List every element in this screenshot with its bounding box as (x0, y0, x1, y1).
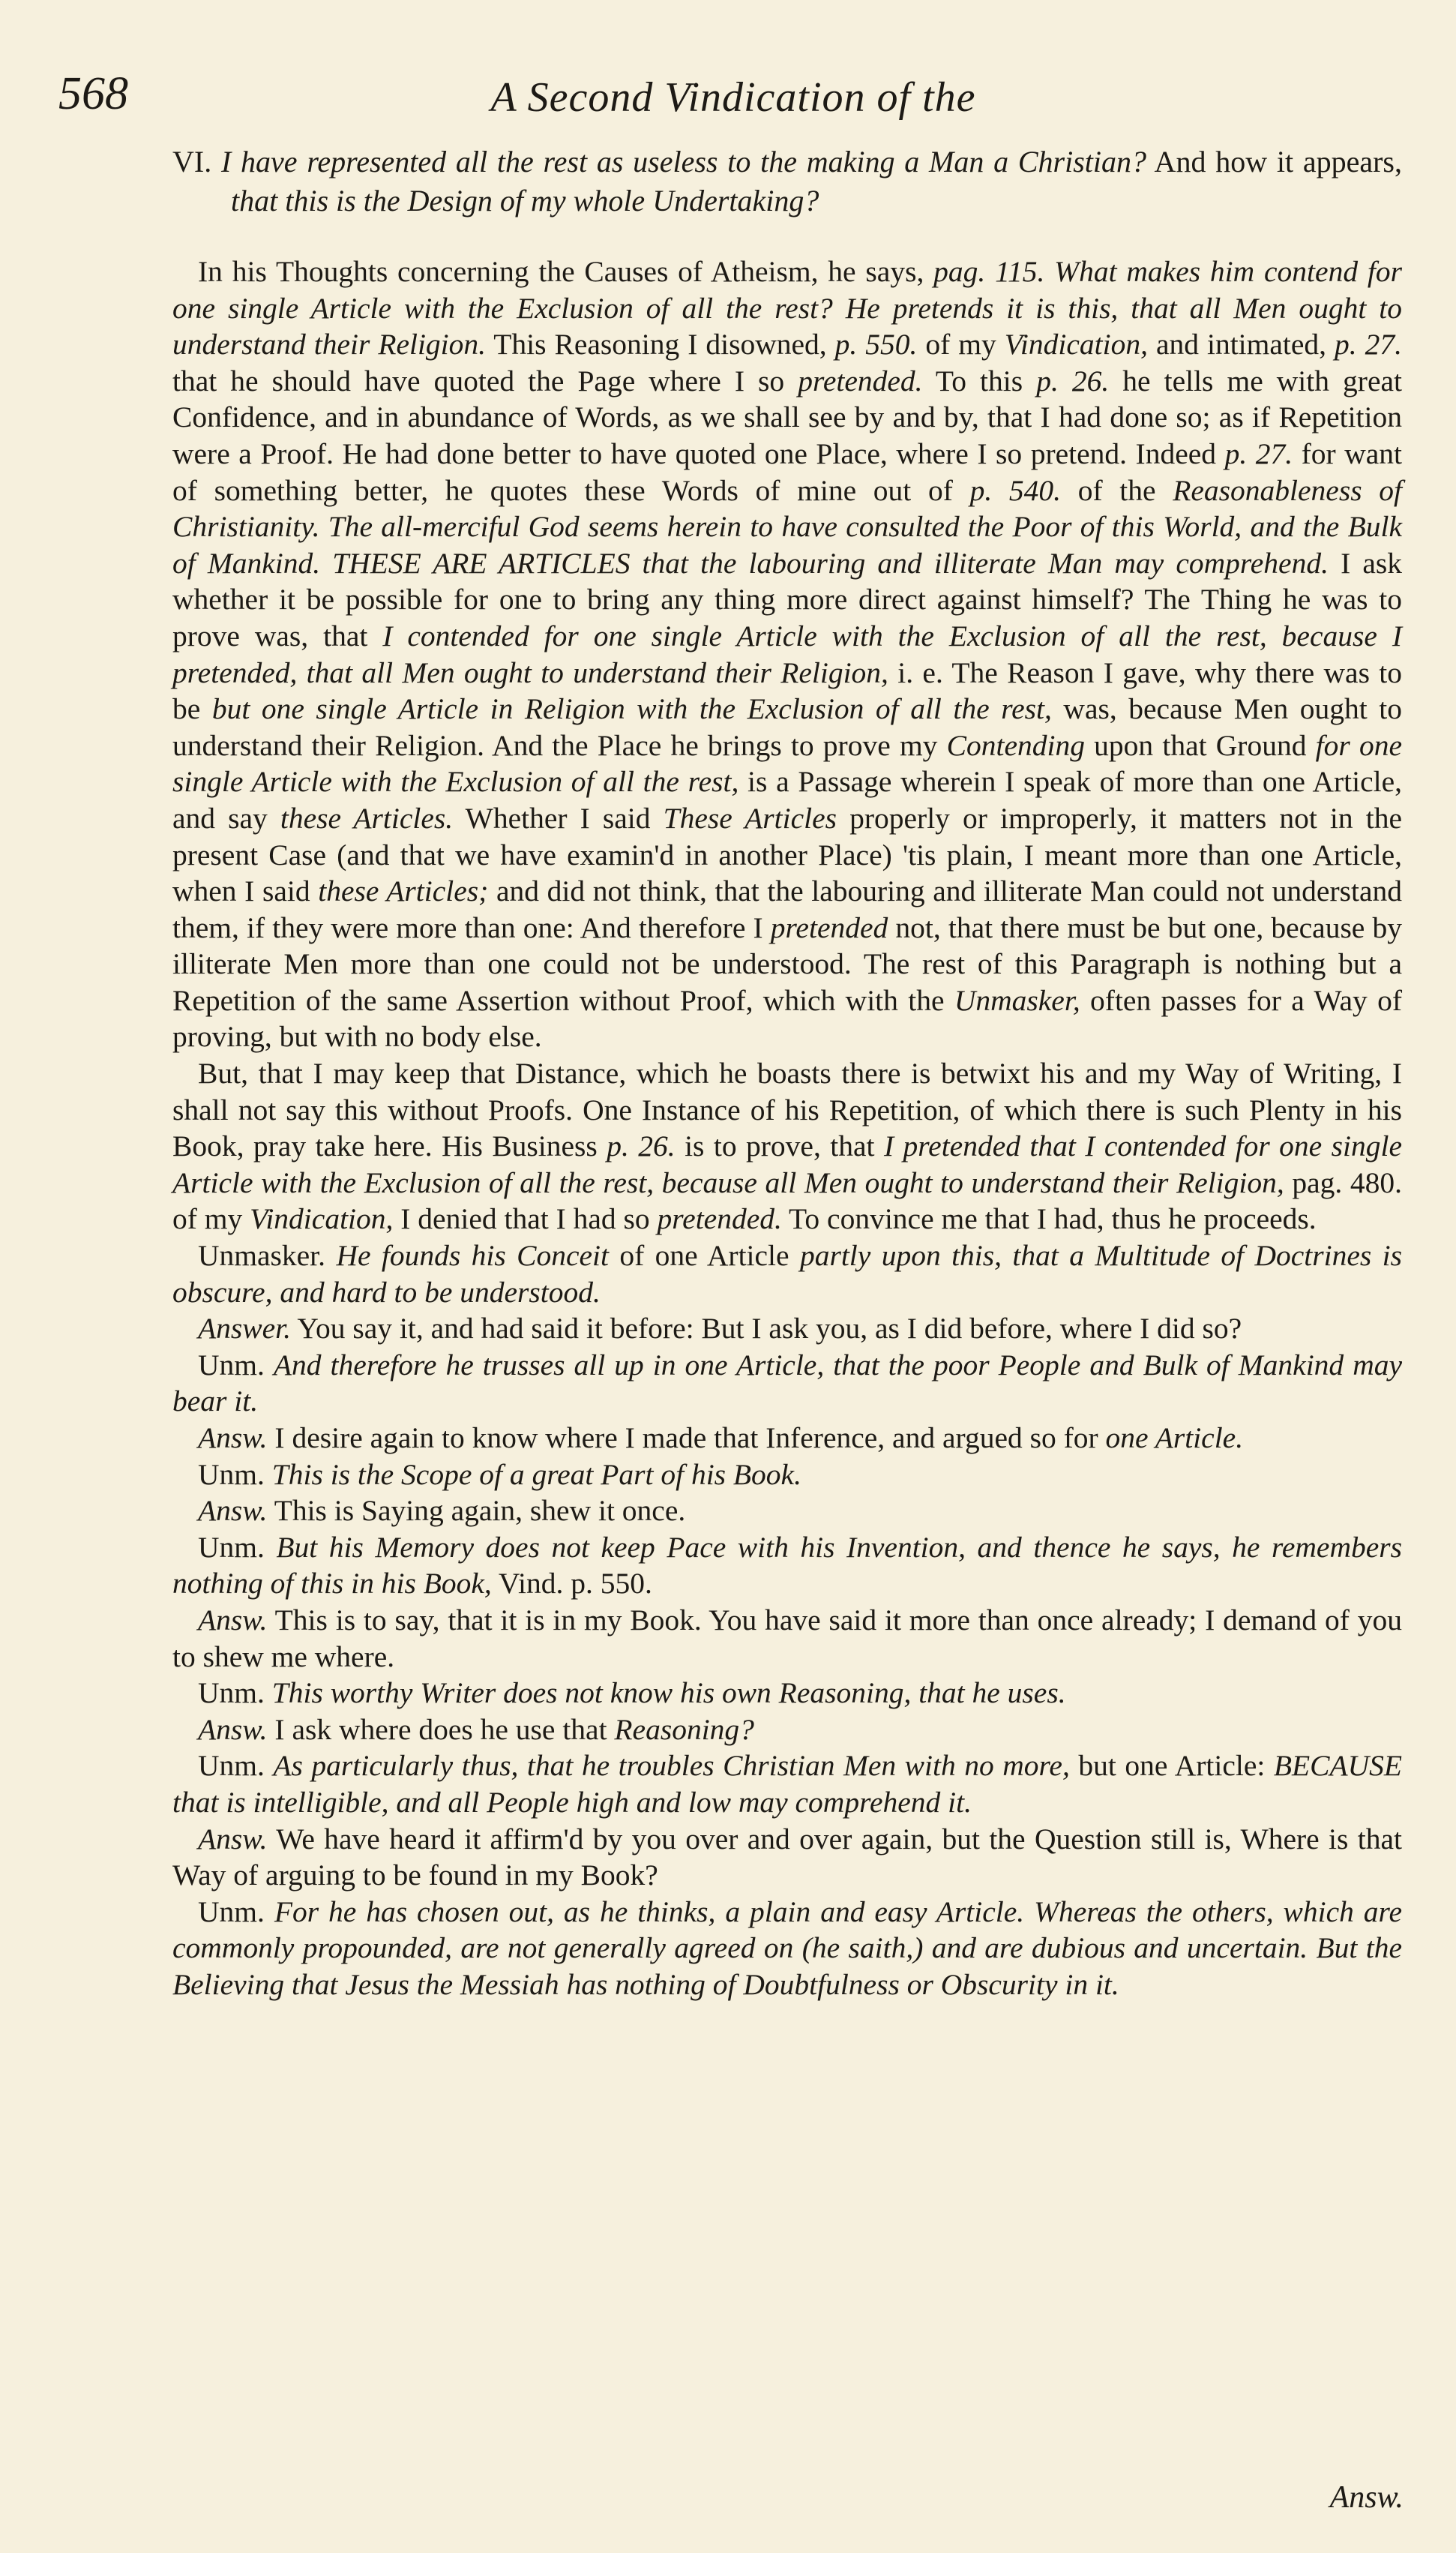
italic-text-run: but one single Article in Religion with the Exclusion of all the rest, (211, 692, 1052, 726)
text-run: and intimated, (1147, 328, 1335, 362)
text-run: But, that I may keep that Distance, which he boasts there is betwixt his and my Way of Writing, I shall not say this without Proofs. One Instance of his Repetition, of which there is such Plenty in his Book, pray take here. His Business (172, 1057, 1402, 1163)
text-run: Whether I said (453, 801, 664, 835)
italic-text-run: p. 26. (607, 1130, 676, 1163)
italic-text-run: pretended. (657, 1202, 782, 1236)
page-number: 568 (58, 68, 128, 119)
dialogue-exchange (172, 1420, 1402, 1456)
text-run: Unm. (198, 1530, 277, 1564)
text-run: pag. 480. of my (172, 1166, 1402, 1236)
page-header (58, 68, 1408, 135)
text-run: he tells me with great Confidence, and in abundance of Words, as we shall see by and by, that I had done so; as if Repetition were a Proof. He had done better to have quoted one Place, where I so pretend. Indeed (172, 364, 1402, 470)
catchword: Answ. (1329, 2480, 1404, 2515)
italic-text-run: Reasonableness of Christianity. The all-merciful God seems herein to have consulted the Poor of this World, and the Bulk of Mankind. THESE ARE ARTICLES that the labouring and illiterate Man may comprehend. (172, 473, 1402, 580)
text-run: Unmasker. (198, 1239, 337, 1273)
text-run: Unm. (198, 1749, 274, 1783)
italic-text-run: Vindication, (1004, 328, 1148, 362)
text-run: To this (922, 364, 1037, 398)
italic-text-run: Contending (946, 728, 1085, 762)
dialogue-exchange (172, 1748, 1402, 1820)
dialogue-exchange (172, 1712, 1402, 1748)
section-heading-vi (172, 142, 1402, 220)
italic-text-run: p. 540. (969, 473, 1062, 507)
dialogue-exchange (172, 1894, 1402, 2003)
italic-text-run: BECAUSE that is intelligible, and all People high and low may comprehend it. (172, 1749, 1403, 1819)
text-run: and did not think, that the labouring and illiterate Man could not understand them, if they were more than one: And therefore I (172, 874, 1402, 944)
text-run: often passes for a Way of proving, but with no body else. (172, 983, 1402, 1054)
italic-text-run: This worthy Writer does not know his own Reasoning, that he uses. (271, 1676, 1066, 1710)
italic-text-run: Vindication, (250, 1202, 394, 1236)
text-run: i. e. The Reason I gave, why there was to be (172, 656, 1402, 726)
body-paragraph (172, 254, 1402, 1055)
italic-text-run: I pretended that I contended for one single Article with the Exclusion of all the rest, because all Men ought to understand their Religion, (172, 1130, 1402, 1199)
italic-text-run: pag. 115. What makes him contend for one single Article with the Exclusion of all the rest? He pretends it is this, that all Men ought to understand their Religion. (172, 255, 1402, 362)
text-run: VI. (172, 145, 221, 178)
italic-text-run: Answ. (198, 1822, 268, 1856)
dialogue-exchange (172, 1675, 1402, 1712)
text-run: I ask whether it be possible for one to bring any thing more direct against himself? The Thing he was to prove was, that (172, 546, 1402, 652)
italic-text-run: these Articles; (318, 874, 489, 908)
text-run: but one Article: (1069, 1749, 1274, 1783)
italic-text-run: that this is the Design of my whole Undertaking? (231, 184, 819, 218)
running-title: A Second Vindication of the (490, 74, 976, 121)
dialogue-exchange (172, 1602, 1402, 1675)
dialogue-exchanges (172, 1238, 1402, 2002)
italic-text-run: This is the Scope of a great Part of his Book. (271, 1457, 801, 1491)
italic-text-run: For he has chosen out, as he thinks, a plain and easy Article. Whereas the others, which are commonly propounded, are not generally agreed on (he saith,) and are dubious and uncertain. But the Believing that Jesus the Messiah has nothing of Doubtfulness or Obscurity in it. (172, 1894, 1402, 2001)
text-run: And how it appears, (1146, 145, 1402, 178)
body-paragraphs (172, 254, 1402, 1238)
text-run: Vind. p. 550. (491, 1567, 652, 1600)
italic-text-run: Reasoning? (614, 1712, 754, 1746)
italic-text-run: Unmasker, (954, 983, 1080, 1017)
italic-text-run: I have represented all the rest as useless to the making a Man a Christian? (220, 145, 1146, 178)
italic-text-run: But his Memory does not keep Pace with his Invention, and thence he says, he remembers nothing of this in his Book, (172, 1530, 1403, 1600)
text-run: To convince me that I had, thus he proceeds. (781, 1202, 1317, 1236)
italic-text-run: for one single Article with the Exclusion of all the rest, (172, 728, 1402, 799)
italic-text-run: pretended. (798, 364, 923, 398)
text-run: This is Saying again, shew it once. (267, 1494, 686, 1528)
text-run: not, that there must be but one, because by illiterate Men more than one could not be understood. The rest of this Paragraph is nothing but a Repetition of the same Assertion without Proof, which with the (172, 910, 1402, 1017)
italic-text-run: As particularly thus, that he troubles Christian Men with no more, (273, 1749, 1070, 1783)
dialogue-exchange (172, 1456, 1402, 1493)
italic-text-run: p. 550. (834, 328, 918, 362)
text-run: was, because Men ought to understand their Religion. And the Place he brings to prove my (172, 692, 1402, 762)
italic-text-run: p. 26. (1036, 364, 1110, 398)
italic-text-run: one Article. (1105, 1421, 1244, 1454)
dialogue-exchange (172, 1310, 1402, 1347)
text-run: upon that Ground (1084, 728, 1316, 762)
text-run: is a Passage wherein I speak of more than one Article, and say (172, 765, 1402, 835)
text-run: Unm. (198, 1348, 274, 1382)
italic-text-run: He founds his Conceit (336, 1239, 609, 1273)
italic-text-run: I contended for one single Article with the Exclusion of all the rest, because I pretended, that all Men ought to understand their Religion, (172, 619, 1402, 689)
text-run: This is to say, that it is in my Book. You have said it more than once already; I demand of you to shew me where. (172, 1603, 1402, 1673)
text-run: I ask where does he use that (267, 1712, 615, 1746)
italic-text-run: pretended (770, 910, 888, 944)
italic-text-run: Answ. (198, 1603, 268, 1636)
italic-text-run: p. 27. (1224, 436, 1293, 470)
dialogue-exchange (172, 1238, 1402, 1310)
dialogue-exchange (172, 1347, 1402, 1420)
text-run: In his Thoughts concerning the Causes of Atheism, he says, (198, 255, 934, 288)
italic-text-run: These Articles (663, 801, 837, 835)
text-run: I desire again to know where I made that Inference, and argued so for (267, 1421, 1106, 1454)
text-run: that he should have quoted the Page where I so (172, 364, 798, 398)
text-run: of my (917, 328, 1005, 362)
text-run: Unm. (198, 1457, 272, 1491)
text-run: of the (1061, 473, 1173, 507)
text-run: We have heard it affirm'd by you over and over again, but the Question still is, Where is that Way of arguing to be found in my Book? (172, 1822, 1402, 1892)
italic-text-run: these Articles. (280, 801, 454, 835)
text-run: is to prove, that (675, 1130, 884, 1163)
italic-text-run: Answ. (198, 1712, 268, 1746)
text-run: of one Article (608, 1239, 800, 1273)
text-run: Unm. (198, 1894, 274, 1928)
text-run: You say it, and had said it before: But I ask you, as I did before, where I did so? (291, 1312, 1242, 1346)
italic-text-run: p. 27. (1335, 328, 1403, 362)
dialogue-exchange (172, 1492, 1402, 1529)
text-run: I denied that I had so (393, 1202, 658, 1236)
italic-text-run: Answ. (198, 1494, 268, 1528)
text-run: for want of something better, he quotes these Words of mine out of (172, 436, 1403, 507)
dialogue-exchange (172, 1821, 1402, 1894)
italic-text-run: partly upon this, that a Multitude of Doctrines is obscure, and hard to be understood. (172, 1239, 1402, 1309)
text-run: Unm. (198, 1676, 272, 1710)
italic-text-run: Answ. (198, 1421, 268, 1454)
italic-text-run: And therefore he trusses all up in one Article, that the poor People and Bulk of Mankind may bear it. (172, 1348, 1403, 1418)
italic-text-run: Answer. (198, 1312, 291, 1346)
text-run: This Reasoning I disowned, (486, 328, 835, 362)
text-run: properly or improperly, it matters not in the present Case (and that we have examin'd in another Place) 'tis plain, I meant more than one Article, when I said (172, 801, 1402, 908)
body-paragraph (172, 1055, 1402, 1238)
dialogue-exchange (172, 1529, 1402, 1602)
page-body (172, 142, 1402, 2003)
